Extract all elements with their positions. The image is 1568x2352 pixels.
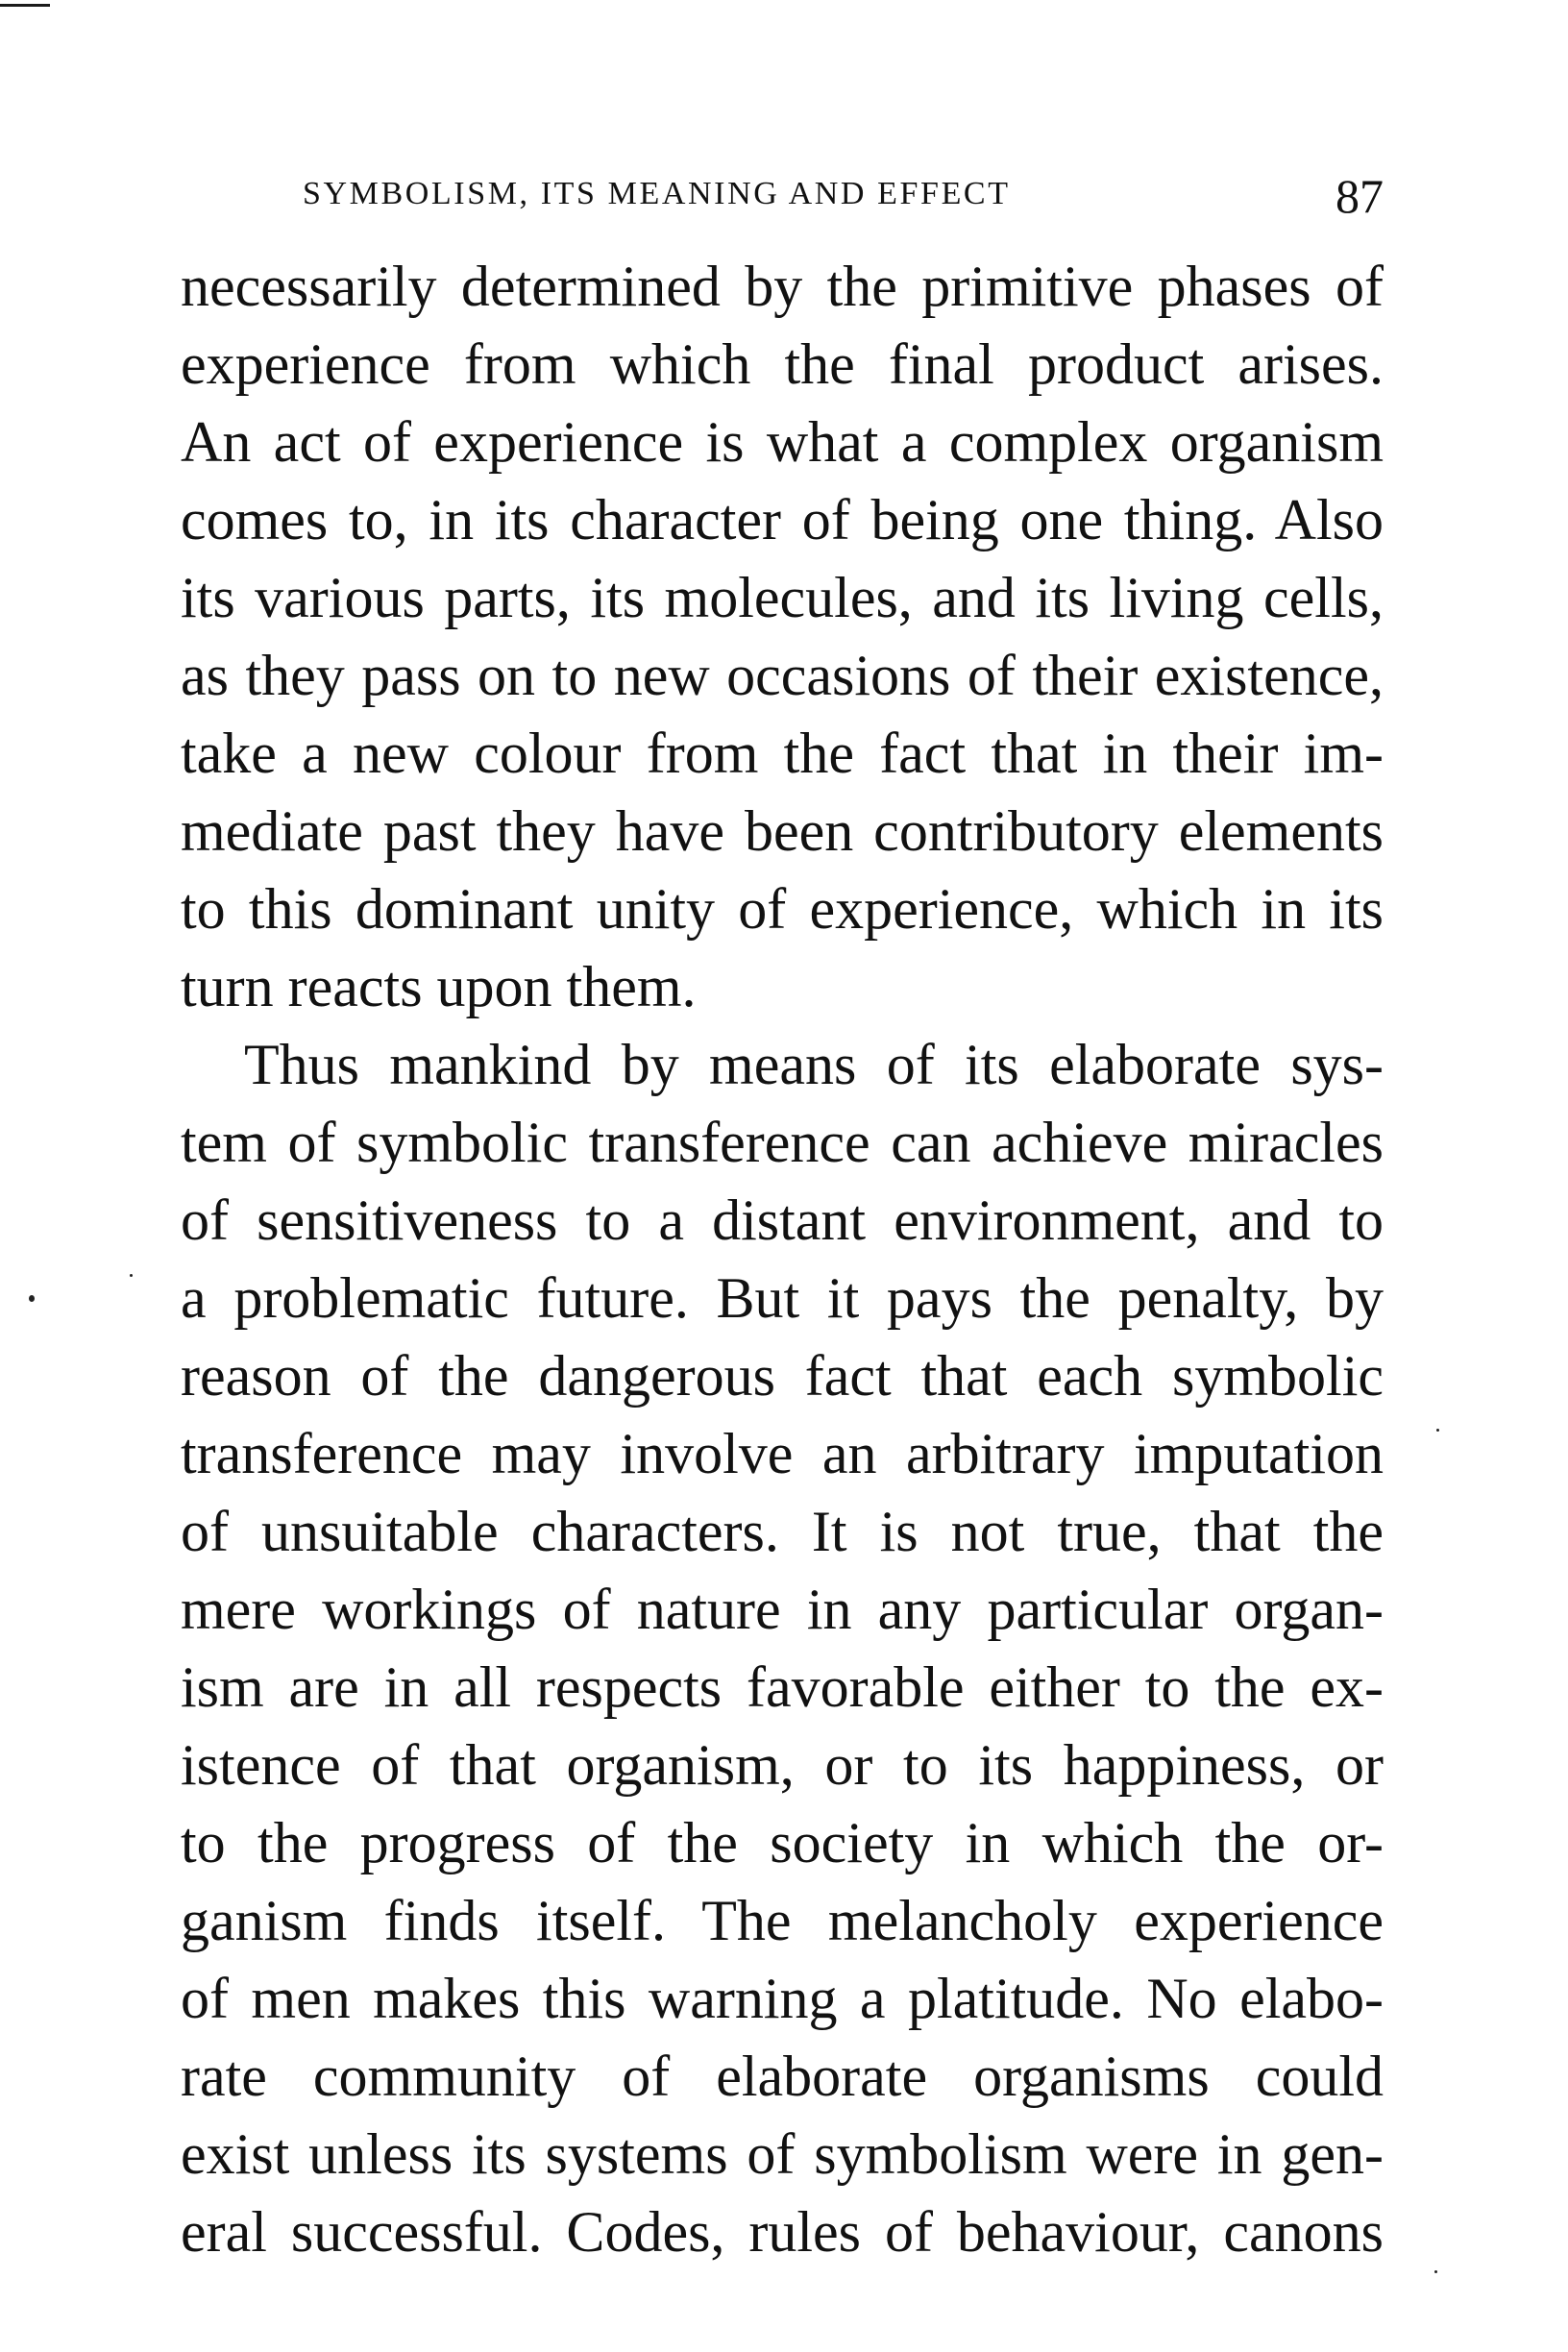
text-line: turn reacts upon them. <box>181 955 697 1018</box>
text-line: of unsuitable characters. It is not true, that the <box>181 1500 1384 1563</box>
text-line: comes to, in its character of being one thing. Also <box>181 488 1384 551</box>
text-line: as they pass on to new occasions of their existence, <box>181 644 1384 707</box>
text-line: its various parts, its molecules, and its living cells, <box>181 566 1384 629</box>
scan-speck <box>29 1295 35 1302</box>
text-line: experience from which the final product arises. <box>181 332 1384 396</box>
page-number: 87 <box>1335 169 1384 223</box>
text-line: istence of that organism, or to its happiness, or <box>181 1733 1384 1797</box>
text-line: mere workings of nature in any particular organ- <box>181 1578 1384 1641</box>
scan-speck <box>1434 2270 1437 2273</box>
text-line: ganism finds itself. The melancholy experience <box>181 1889 1384 1952</box>
text-line: eral successful. Codes, rules of behaviour, canons <box>181 2200 1384 2264</box>
text-line: reason of the dangerous fact that each symbolic <box>181 1344 1384 1408</box>
running-head-title: SYMBOLISM, ITS MEANING AND EFFECT <box>303 176 1011 211</box>
text-line: An act of experience is what a complex organism <box>181 410 1384 474</box>
text-line: ism are in all respects favorable either to the ex- <box>181 1655 1384 1719</box>
text-line: transference may involve an arbitrary imputation <box>181 1422 1384 1485</box>
scan-speck <box>1436 1429 1439 1432</box>
text-line: exist unless its systems of symbolism were in gen- <box>181 2122 1384 2186</box>
text-line: a problematic future. But it pays the penalty, by <box>181 1266 1384 1330</box>
text-line: tem of symbolic transference can achieve miracles <box>181 1111 1384 1174</box>
scan-speck <box>130 1274 133 1277</box>
text-line: of men makes this warning a platitude. No elabo- <box>181 1967 1384 2030</box>
running-head <box>303 168 1384 226</box>
text-line: mediate past they have been contributory elements <box>181 799 1384 863</box>
text-line: rate community of elaborate organisms could <box>181 2045 1384 2108</box>
text-line: Thus mankind by means of its elaborate sys- <box>244 1033 1384 1096</box>
text-line: take a new colour from the fact that in their im- <box>181 722 1384 785</box>
text-line: of sensitiveness to a distant environment, and to <box>181 1188 1384 1252</box>
text-line: to the progress of the society in which the or- <box>181 1811 1384 1874</box>
text-line: necessarily determined by the primitive phases of <box>181 255 1384 318</box>
text-line: to this dominant unity of experience, which in its <box>181 877 1384 941</box>
